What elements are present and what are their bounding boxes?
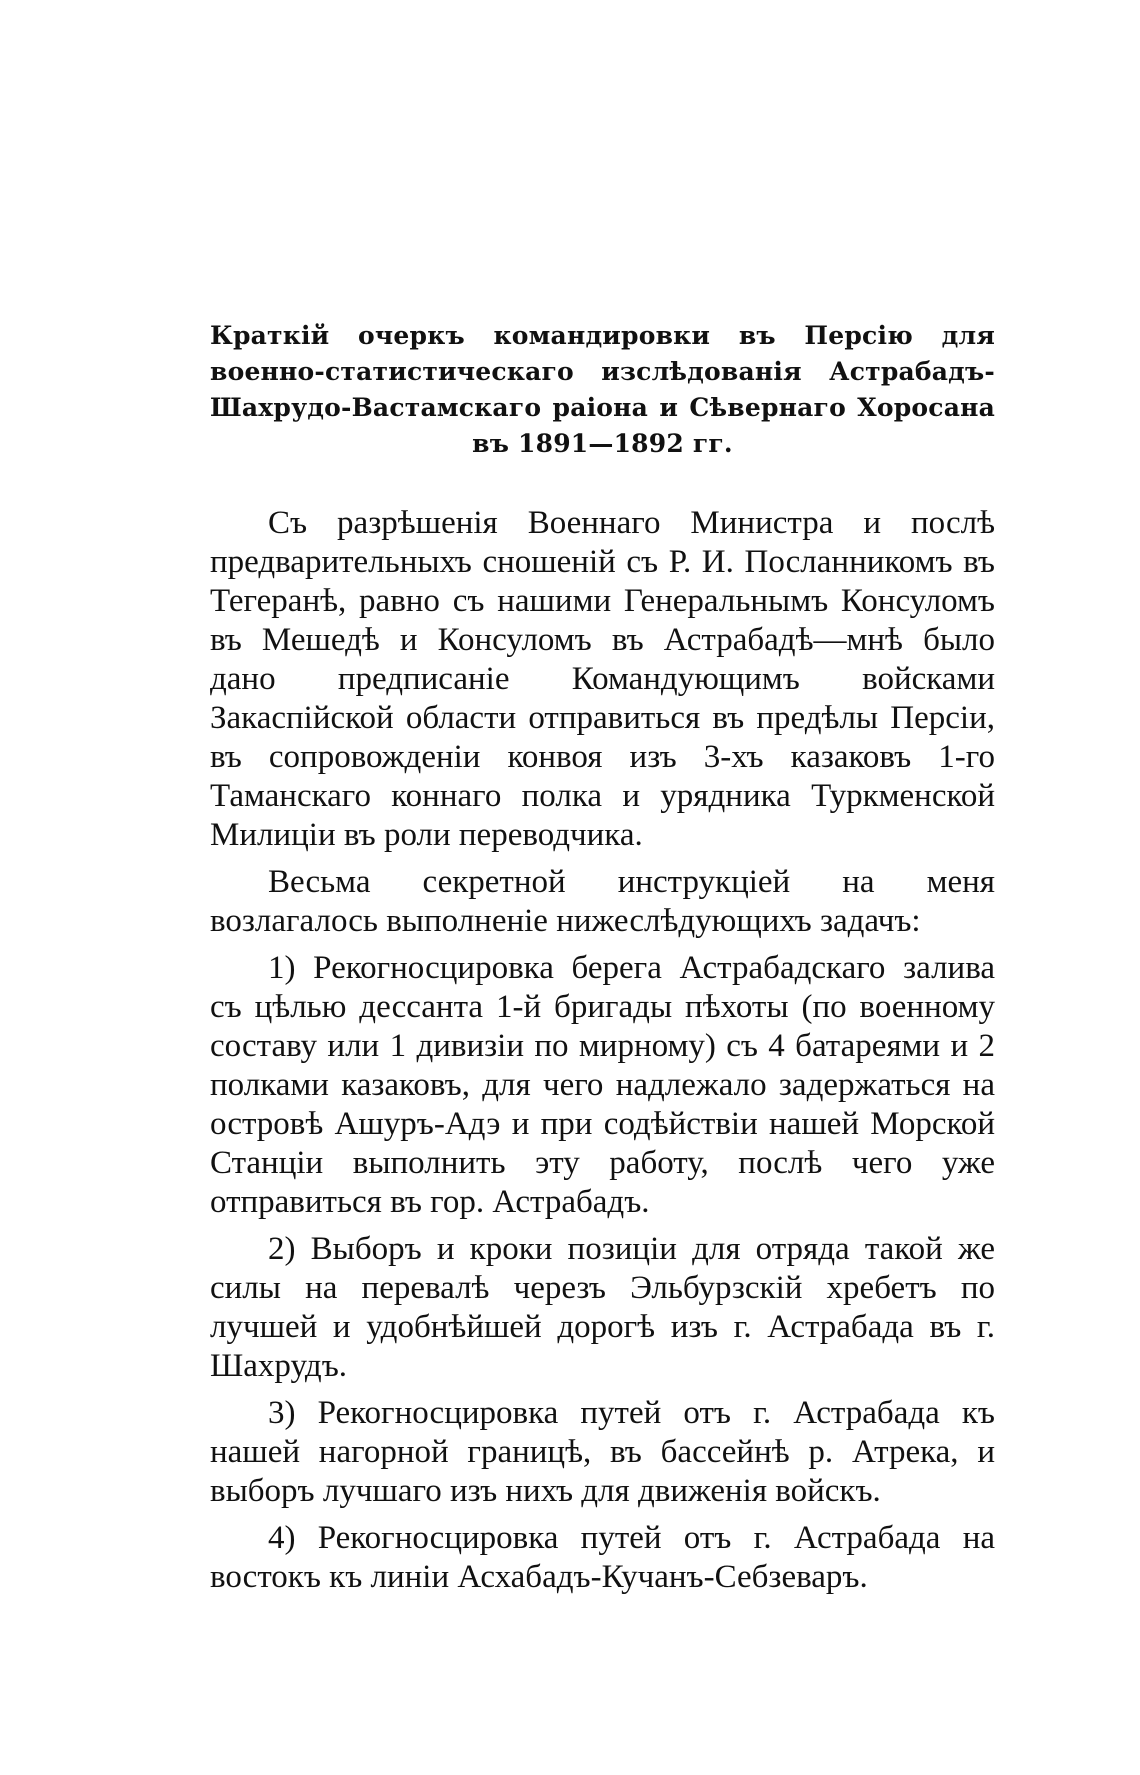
document-title: Краткій очеркъ командировки въ Персію для военно-статистическаго изслѣдованія Астрабадъ-Шахрудо-Вастамскаго раіона и Сѣвернаго Хоросана въ 1891—1892 гг.	[210, 321, 995, 458]
paragraph-instruction: Весьма секретной инструкціей на меня возлагалось выполненіе нижеслѣдующихъ задачъ:	[210, 864, 995, 939]
paragraph-task-4: 4) Рекогносцировка путей отъ г. Астрабада на востокъ къ линіи Асхабадъ-Кучанъ-Себзеваръ.	[210, 1520, 995, 1595]
paragraph-intro: Съ разрѣшенія Военнаго Министра и послѣ предварительныхъ сношеній съ Р. И. Посланникомъ въ Тегеранѣ, равно съ нашими Генеральнымъ Консуломъ въ Мешедѣ и Консуломъ въ Астрабадѣ—мнѣ было дано предписаніе Командующимъ войсками Закаспійской области отправиться въ предѣлы Персіи, въ сопровожденіи конвоя изъ 3-хъ казаковъ 1-го Таманскаго коннаго полка и урядника Туркменской Милиціи въ роли переводчика.	[210, 505, 995, 853]
document-page	[210, 318, 995, 1597]
document-body	[210, 504, 995, 1597]
paragraph-task-2: 2) Выборъ и кроки позиціи для отряда такой же силы на перевалѣ черезъ Эльбурзскій хребетъ по лучшей и удобнѣйшей дорогѣ изъ г. Астрабада въ г. Шахрудъ.	[210, 1231, 995, 1384]
paragraph-task-1: 1) Рекогносцировка берега Астрабадскаго залива съ цѣлью дессанта 1-й бригады пѣхоты (по военному составу или 1 дивизіи по мирному) съ 4 батареями и 2 полками казаковъ, для чего надлежало задержаться на островѣ Ашуръ-Адэ и при содѣйствіи нашей Морской Станціи выполнить эту работу, послѣ чего уже отправиться въ гор. Астрабадъ.	[210, 950, 995, 1220]
paragraph-task-3: 3) Рекогносцировка путей отъ г. Астрабада къ нашей нагорной границѣ, въ бассейнѣ р. Атрека, и выборъ лучшаго изъ нихъ для движенія войскъ.	[210, 1395, 995, 1509]
